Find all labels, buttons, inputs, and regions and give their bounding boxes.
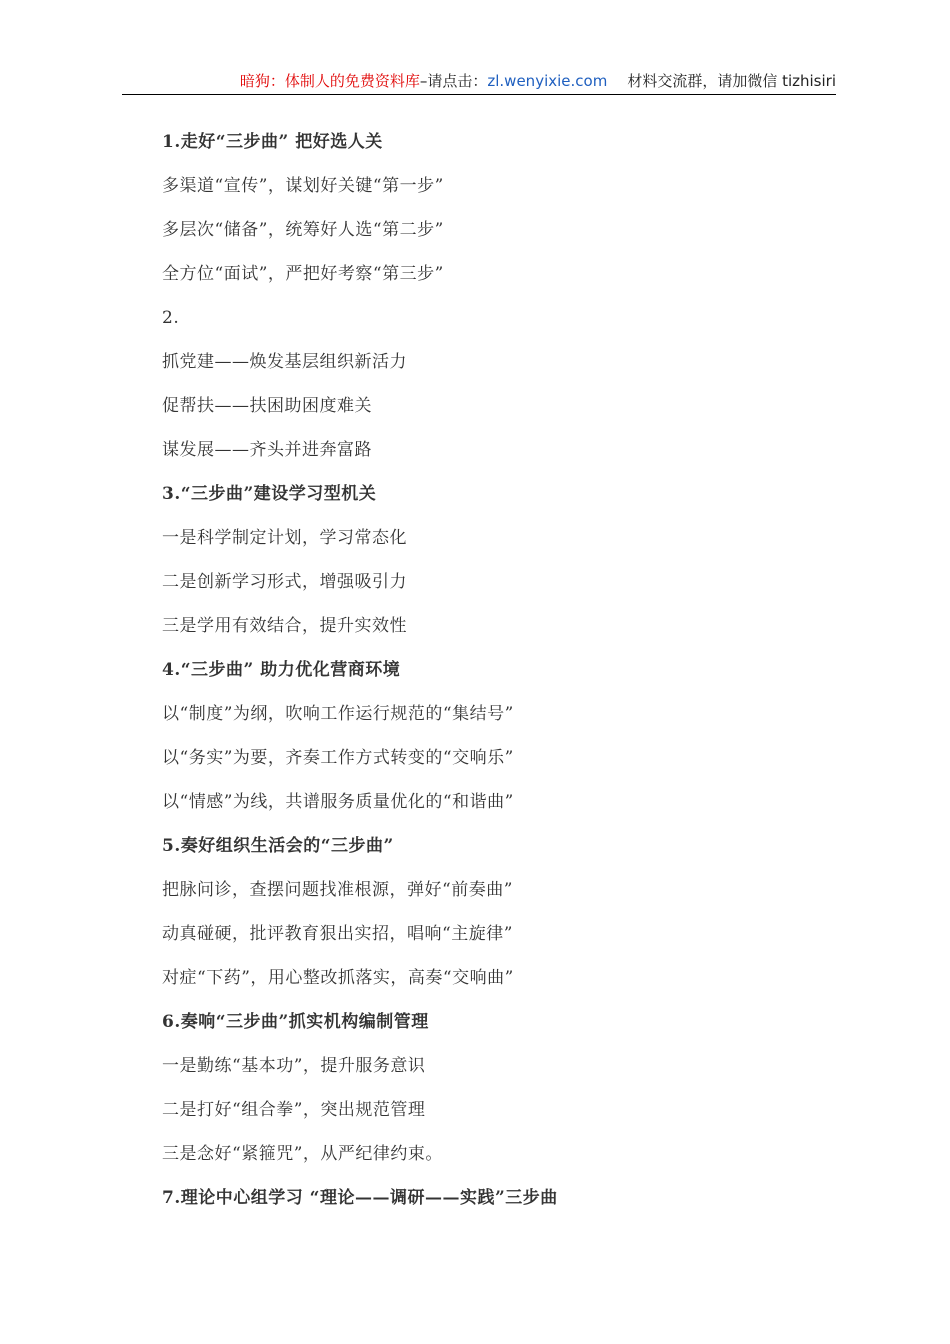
list-item: 一是科学制定计划，学习常态化: [162, 528, 407, 548]
header-click-prompt: –请点击：: [419, 72, 488, 90]
list-item: 三是学用有效结合，提升实效性: [162, 616, 407, 636]
list-item: 三是念好“紧箍咒”，从严纪律约束。: [162, 1144, 443, 1164]
list-item: 一是勤练“基本功”，提升服务意识: [162, 1056, 426, 1076]
section-heading: 7.理论中心组学习 “理论——调研——实践”三步曲: [162, 1188, 558, 1208]
section-heading: 4.“三步曲” 助力优化营商环境: [162, 660, 401, 680]
list-item: 谋发展——齐头并进奔富路: [162, 440, 372, 460]
list-item: 以“务实”为要，齐奏工作方式转变的“交响乐”: [162, 748, 514, 768]
list-item: 二是创新学习形式，增强吸引力: [162, 572, 407, 592]
header-wechat-note: 材料交流群，请加微信 tizhisiri: [627, 72, 836, 90]
section-heading: 1.走好“三步曲” 把好选人关: [162, 132, 383, 152]
list-item: 二是打好“组合拳”，突出规范管理: [162, 1100, 426, 1120]
list-item: 全方位“面试”，严把好考察“第三步”: [162, 264, 444, 284]
page-header: [122, 70, 836, 95]
list-item: 促帮扶——扶困助困度难关: [162, 396, 372, 416]
list-item: 以“制度”为纲，吹响工作运行规范的“集结号”: [162, 704, 514, 724]
document-body: [162, 128, 802, 1228]
list-item: 抓党建——焕发基层组织新活力: [162, 352, 407, 372]
list-item: 2.: [162, 308, 180, 328]
list-item: 对症“下药”，用心整改抓落实，高奏“交响曲”: [162, 968, 514, 988]
list-item: 多层次“储备”，统筹好人选“第二步”: [162, 220, 444, 240]
list-item: 动真碰硬，批评教育狠出实招，唱响“主旋律”: [162, 924, 513, 944]
header-url-link[interactable]: zl.wenyixie.com: [487, 72, 608, 90]
section-heading: 5.奏好组织生活会的“三步曲”: [162, 836, 394, 856]
section-heading: 3.“三步曲”建设学习型机关: [162, 484, 377, 504]
list-item: 多渠道“宣传”，谋划好关键“第一步”: [162, 176, 444, 196]
list-item: 把脉问诊，查摆问题找准根源，弹好“前奏曲”: [162, 880, 513, 900]
section-heading: 6.奏响“三步曲”抓实机构编制管理: [162, 1012, 429, 1032]
header-brand: 暗狗：体制人的免费资料库: [239, 72, 420, 90]
list-item: 以“情感”为线，共谱服务质量优化的“和谐曲”: [162, 792, 514, 812]
